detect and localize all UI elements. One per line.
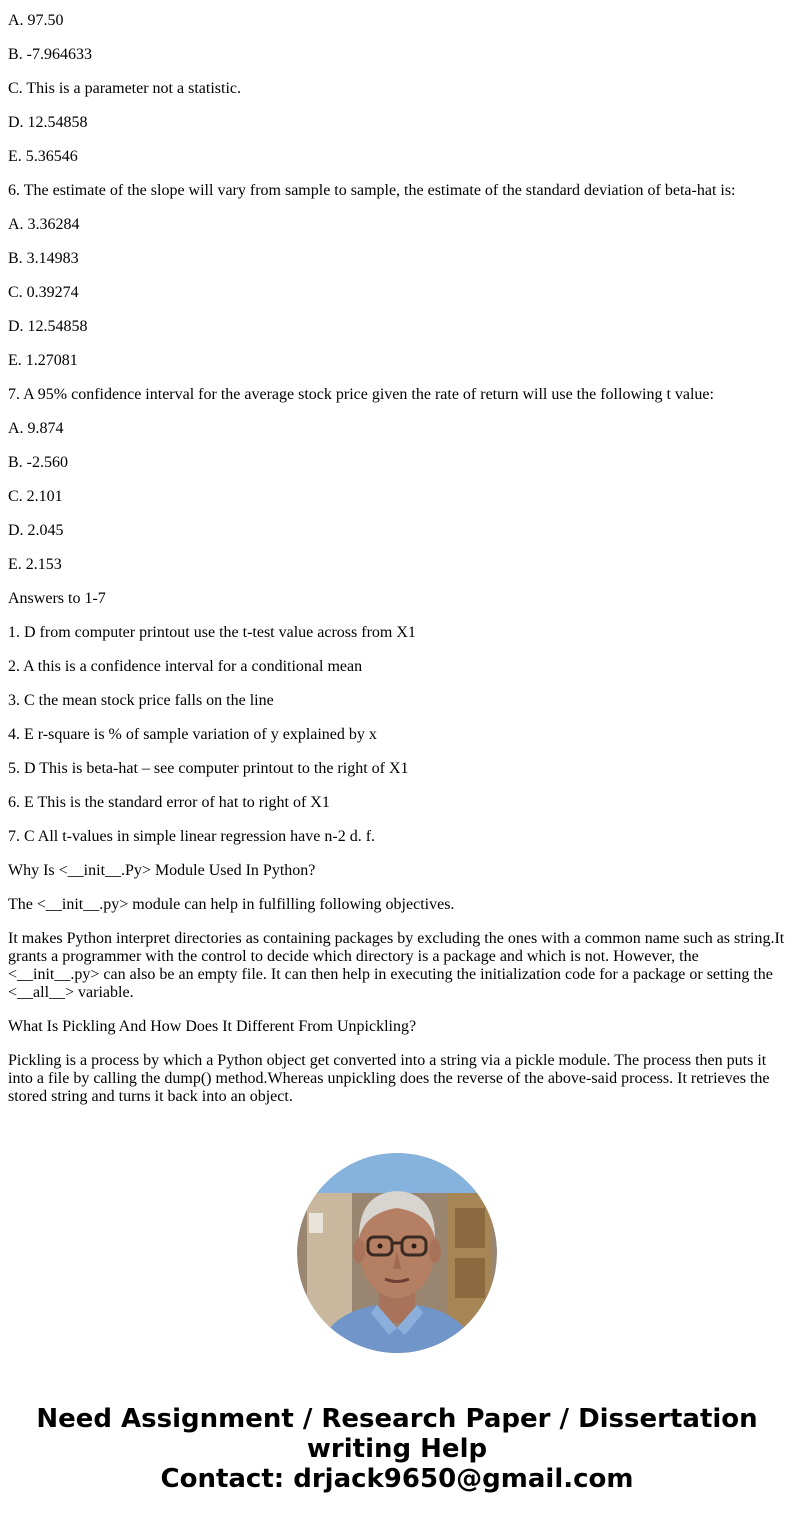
q7-option-a: A. 9.874 xyxy=(8,420,64,437)
q6-option-d: D. 12.54858 xyxy=(8,318,88,335)
answer-item: 1. D from computer printout use the t-test value across from X1 xyxy=(8,624,416,641)
q7-option-d: D. 2.045 xyxy=(8,522,64,539)
cta-contact-email: Contact: drjack9650@gmail.com xyxy=(160,1464,634,1494)
q5-option-a: A. 97.50 xyxy=(8,12,64,29)
pickling-question: What Is Pickling And How Does It Different From Unpickling? xyxy=(8,1018,417,1035)
q6-option-c: C. 0.39274 xyxy=(8,284,79,301)
q7-option-e: E. 2.153 xyxy=(8,556,62,573)
q5-option-d: D. 12.54858 xyxy=(8,114,88,131)
author-portrait-illustration xyxy=(297,1153,497,1353)
q5-option-b: B. -7.964633 xyxy=(8,46,92,63)
answer-item: 4. E r-square is % of sample variation of y explained by x xyxy=(8,726,377,743)
q7-question: 7. A 95% confidence interval for the average stock price given the rate of return will use the following t value: xyxy=(8,386,714,403)
q6-question: 6. The estimate of the slope will vary from sample to sample, the estimate of the standard deviation of beta-hat is: xyxy=(8,182,736,199)
answers-heading: Answers to 1-7 xyxy=(8,590,106,607)
contact-banner xyxy=(0,1404,794,1494)
cta-line-2: writing Help xyxy=(306,1434,488,1464)
q7-option-b: B. -2.560 xyxy=(8,454,68,471)
pickling-body: Pickling is a process by which a Python object get converted into a string via a pickle module. The process then puts it into a file by calling the dump() method.Whereas unpickling does the reverse of the above-said process. It retrieves the stored string and turns it back into an object. xyxy=(8,1052,770,1105)
q6-option-b: B. 3.14983 xyxy=(8,250,79,267)
q6-option-a: A. 3.36284 xyxy=(8,216,80,233)
answer-item: 2. A this is a confidence interval for a conditional mean xyxy=(8,658,363,675)
cta-line-1: Need Assignment / Research Paper / Dissertation xyxy=(36,1404,758,1434)
answer-item: 5. D This is beta-hat – see computer printout to the right of X1 xyxy=(8,760,409,777)
author-avatar xyxy=(297,1153,497,1353)
init-intro: The <__init__.py> module can help in fulfilling following objectives. xyxy=(8,896,455,913)
answer-item: 7. C All t-values in simple linear regression have n-2 d. f. xyxy=(8,828,376,845)
answer-item: 6. E This is the standard error of hat to right of X1 xyxy=(8,794,330,811)
document-content xyxy=(8,12,786,1122)
init-question: Why Is <__init__.Py> Module Used In Python? xyxy=(8,862,316,879)
q5-option-e: E. 5.36546 xyxy=(8,148,78,165)
q5-option-c: C. This is a parameter not a statistic. xyxy=(8,80,241,97)
init-body: It makes Python interpret directories as containing packages by excluding the ones with a common name such as string.It grants a programmer with the control to decide which directory is a package and which is not. However, the <__init__.py> can also be an empty file. It can then help in executing the initialization code for a package or setting the <__all__> variable. xyxy=(8,930,785,1001)
q7-option-c: C. 2.101 xyxy=(8,488,63,505)
q6-option-e: E. 1.27081 xyxy=(8,352,78,369)
answer-item: 3. C the mean stock price falls on the line xyxy=(8,692,274,709)
